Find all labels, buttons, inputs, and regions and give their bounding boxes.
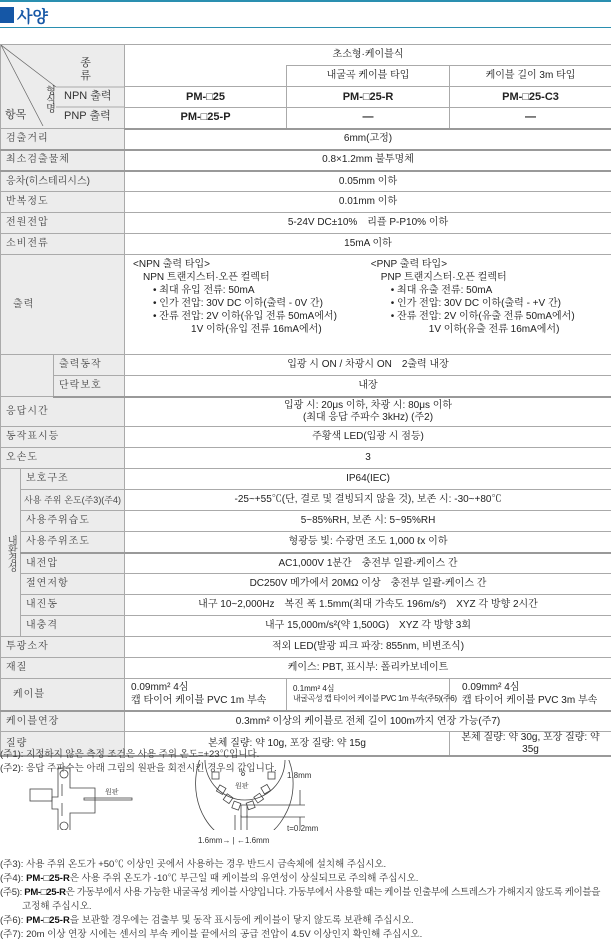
spec-line: • 최대 유출 전류: 50mA — [390, 285, 493, 296]
row-value: 내장 — [125, 376, 611, 397]
disk-label: 원판 — [105, 789, 119, 796]
row-label: 소비전류 — [1, 234, 125, 255]
dim-width-right: 1.6mm — [244, 836, 270, 845]
output-value — [125, 255, 611, 355]
note-model: PM-□25-R — [26, 873, 70, 884]
row-label: 케이블연장 — [1, 711, 125, 732]
row-value: 0.3mm² 이상의 케이블로 전체 길이 100m까지 연장 가능(주7) — [125, 711, 611, 732]
top-rule — [0, 0, 611, 2]
row-label: 출력 — [1, 255, 125, 355]
type-label: 종 류 — [80, 57, 109, 82]
row-value: 15mA 이하 — [125, 234, 611, 255]
subtype-header: 내굴곡 케이블 타입 — [287, 66, 450, 87]
note: 고정해 주십시오. — [22, 901, 92, 912]
subtype-header: 케이블 길이 3m 타입 — [450, 66, 611, 87]
row-value: (최대 응답 주파수 3kHz) (주2) — [302, 411, 434, 423]
npn-output-spec — [133, 258, 359, 336]
cable-spec: 내굴곡성 캡 타이어 케이블 PVC 1m 부속(주5)(주6) — [293, 694, 457, 704]
row-value: 0.8×1.2mm 불투명체 — [125, 150, 611, 171]
env-group-label — [1, 469, 21, 637]
cable-cell — [450, 679, 611, 711]
spec-line: • 최대 유입 전류: 50mA — [153, 285, 255, 296]
row-label: 응답시간 — [1, 397, 125, 427]
row-label: 최소검출물체 — [1, 150, 125, 171]
cable-cell — [287, 679, 457, 711]
model-cell: PM-□25 — [125, 87, 287, 108]
row-label: 동작표시등 — [1, 427, 125, 448]
row-value: 주황색 LED(입광 시 점등) — [125, 427, 611, 448]
notes-bottom — [0, 858, 600, 942]
note-text: 을 보관할 경우에는 검출부 및 동작 표시등에 케이블이 닿지 않도록 보관해 주십시오. — [69, 915, 414, 926]
cable-spec: 0.09mm² 4심 — [131, 682, 189, 694]
row-value: 0.01mm 이하 — [125, 192, 611, 213]
header-corner — [1, 45, 125, 129]
spec-line: <NPN 출력 타입> — [133, 259, 211, 270]
row-value: 입광 시 ON / 차광시 ON 2출력 내장 — [125, 355, 611, 376]
spec-line: • 인가 전압: 30V DC 이하(출력 - 0V 간) — [153, 298, 323, 309]
row-value: 본체 질량: 약 10g, 포장 질량: 약 15g — [125, 732, 450, 757]
row-label: 내충격 — [21, 616, 125, 637]
title-square-icon — [0, 7, 14, 23]
section-title — [0, 4, 48, 26]
disk-diagram — [0, 760, 611, 830]
model-cell: PM-□25-C3 — [450, 87, 611, 108]
row-value: 형광등 빛: 수광면 조도 1,000 ℓx 이하 — [125, 532, 611, 553]
row-label: 케이블 — [1, 679, 125, 711]
model-label: 형식명 — [43, 85, 55, 112]
row-label: 절연저항 — [21, 574, 125, 595]
note: (주7): 20m 이상 연장 시에는 센서의 부속 케이블 끝에서의 공급 전압이 4.5V 이상인지 확인해 주십시오. — [0, 929, 423, 940]
row-label: 전원전압 — [1, 213, 125, 234]
family-header: 초소형·케이블식 — [125, 45, 611, 66]
row-value: DC250V 메가에서 20MΩ 이상 충전부 일괄-케이스 간 — [125, 574, 611, 595]
row-label: 검출거리 — [1, 129, 125, 150]
row-value: 케이스: PBT, 표시부: 폴리카보네이트 — [125, 658, 611, 679]
note — [0, 914, 600, 928]
row-label: 보호구조 — [21, 469, 125, 490]
note: (주3): 사용 주위 온도가 +50℃ 이상인 곳에서 사용하는 경우 반드시 금속체에 설치해 주십시오. — [0, 859, 387, 870]
npn-label: NPN 출력 — [64, 90, 112, 102]
pnp-label: PNP 출력 — [64, 110, 111, 122]
dim-width-left: 1.6mm — [198, 836, 223, 845]
row-label: 오손도 — [1, 448, 125, 469]
row-value: 5-24V DC±10% 리플 P-P10% 이하 — [125, 213, 611, 234]
row-label: 사용주위습도 — [21, 511, 125, 532]
spec-line: 1V 이하(유입 전류 16mA에서) — [191, 324, 322, 335]
row-label: 출력동작 — [54, 355, 125, 376]
spec-line: PNP 트랜지스터·오픈 컬렉터 — [380, 272, 507, 283]
dim-height: 1.8mm — [287, 771, 312, 780]
pnp-output-spec — [371, 258, 597, 336]
note: (주1): 지정하지 않은 측정 조건은 사용 주위 온도=+23℃입니다. — [0, 749, 260, 760]
spec-line: <PNP 출력 타입> — [370, 259, 448, 270]
row-value: 0.05mm 이하 — [125, 171, 611, 192]
row-value: 적외 LED(발광 피크 파장: 855nm, 비변조식) — [125, 637, 611, 658]
item-label: 항목 — [5, 109, 27, 121]
cable-spec: 캡 타이어 케이블 PVC 3m 부속 — [462, 695, 598, 707]
spec-line: • 잔류 전압: 2V 이하(유입 전류 50mA에서) — [153, 311, 337, 322]
note — [0, 872, 600, 886]
model-cell: — — [287, 108, 450, 129]
row-label: 반복정도 — [1, 192, 125, 213]
row-label: 재질 — [1, 658, 125, 679]
row-label: 응차(히스테리시스) — [1, 171, 125, 192]
note-prefix: (주4): — [0, 873, 27, 884]
row-label: 투광소자 — [1, 637, 125, 658]
note-text: 은 사용 주위 온도가 -10℃ 부근일 때 케이블의 유연성이 상실되므로 주의해 주십시오. — [69, 873, 419, 884]
row-value: 5~85%RH, 보존 시: 5~95%RH — [125, 511, 611, 532]
row-label: 단락보호 — [54, 376, 125, 397]
spec-line: • 잔류 전압: 2V 이하(유출 전류 50mA에서) — [390, 311, 575, 322]
row-label: 사용 주위 온도(주3)(주4) — [21, 490, 125, 511]
note: (주2): 응답 주파수는 아래 그림의 원판을 회전시킨 경우의 값입니다. — [0, 763, 277, 774]
model-cell: PM-□25-R — [287, 87, 450, 108]
response-value — [125, 397, 611, 427]
disk-center-label: 원판 — [235, 783, 249, 790]
env-label: 내환경성 — [5, 534, 17, 571]
row-label: 내전압 — [21, 553, 125, 574]
note-model: PM-□25-R — [26, 915, 70, 926]
row-value: 입광 시: 20μs 이하, 차광 시: 80μs 이하 — [283, 400, 453, 412]
note-text: 은 가동부에서 사용 가능한 내굴곡성 케이블 사양입니다. 가동부에서 사용할 때는 케이블 인출부에 스트레스가 가해지지 않도록 케이블을 — [65, 887, 601, 898]
row-label: 질량 — [1, 732, 125, 757]
row-label: 사용주위조도 — [21, 532, 125, 553]
spec-table — [0, 44, 611, 757]
row-value: 내구 10~2,000Hz 복진 폭 1.5mm(최대 가속도 196m/s²) XYZ 각 방향 2시간 — [125, 595, 611, 616]
spec-line: NPN 트랜지스터·오픈 컬렉터 — [143, 272, 270, 283]
note-prefix: (주5): — [0, 887, 25, 898]
cable-spec: 캡 타이어 케이블 PVC 1m 부속 — [131, 695, 267, 707]
row-value: 3 — [125, 448, 611, 469]
model-cell: PM-□25-P — [125, 108, 287, 129]
row-value: IP64(IEC) — [125, 469, 611, 490]
title-text: 사양 — [17, 8, 48, 26]
cable-cell — [125, 679, 287, 711]
note — [0, 886, 600, 900]
cable-spec: 0.09mm² 4심 — [462, 682, 520, 694]
row-value: -25~+55℃(단, 결로 및 결빙되지 않을 것), 보존 시: -30~+80℃ — [125, 490, 611, 511]
row-value: 내구 15,000m/s²(약 1,500G) XYZ 각 방향 3회 — [125, 616, 611, 637]
row-value: 6mm(고정) — [125, 129, 611, 150]
note-model: PM-□25-R — [24, 887, 66, 898]
row-value: AC1,000V 1분간 충전부 일괄-케이스 간 — [125, 553, 611, 574]
title-rule — [0, 27, 611, 28]
row-label: 내진동 — [21, 595, 125, 616]
cable-spec: 0.1mm² 4심 — [293, 683, 335, 693]
note-prefix: (주6): — [0, 915, 27, 926]
row-value: 본체 질량: 약 30g, 포장 질량: 약 35g — [450, 732, 611, 757]
model-cell: — — [450, 108, 611, 129]
sensor-drawing — [30, 768, 132, 830]
spec-line: • 인가 전압: 30V DC 이하(출력 - +V 간) — [390, 298, 561, 309]
dim-width: 1.6mm→ | ←1.6mm — [198, 836, 270, 845]
spec-line: 1V 이하(유출 전류 16mA에서) — [428, 324, 560, 335]
dim-thickness: t=0.2mm — [287, 824, 319, 833]
